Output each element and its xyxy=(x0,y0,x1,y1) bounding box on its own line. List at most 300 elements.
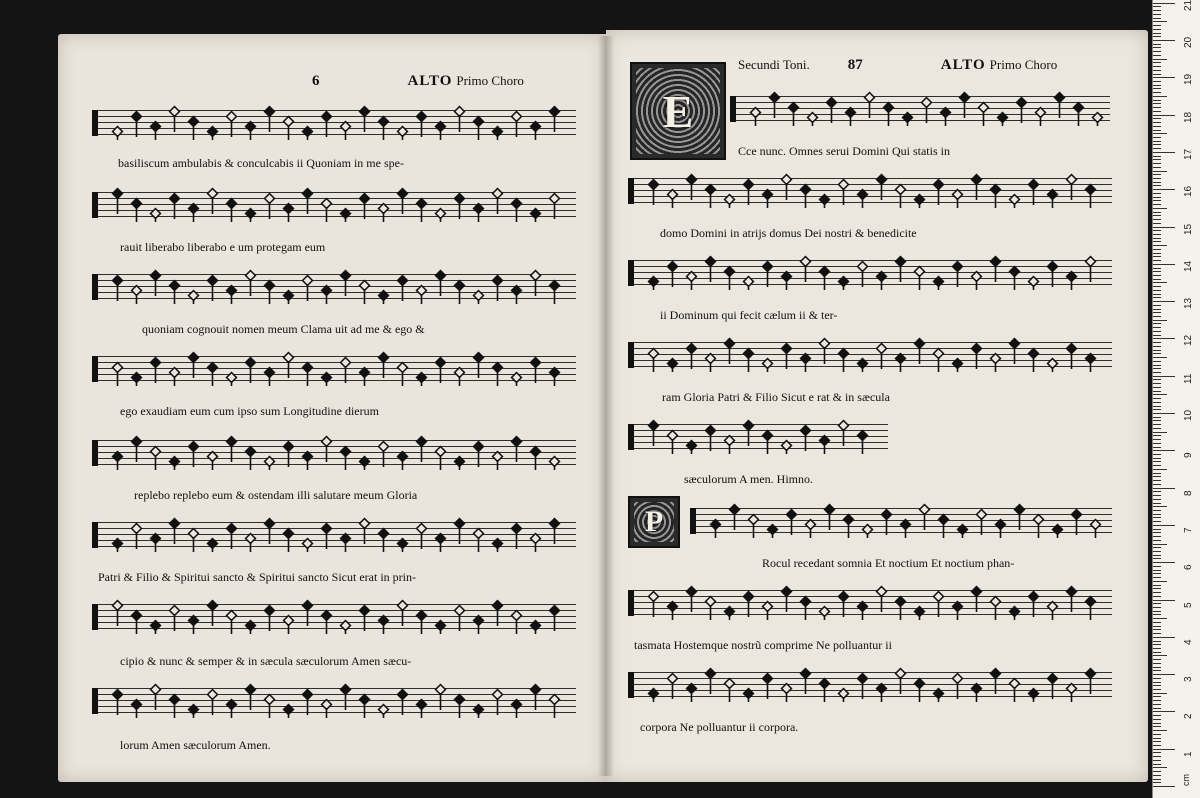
ruler-tick xyxy=(1153,227,1175,228)
note xyxy=(1015,505,1025,530)
note xyxy=(730,505,740,530)
ruler-label: 3 xyxy=(1183,676,1194,683)
ruler-tick xyxy=(1153,253,1161,254)
note xyxy=(398,276,408,301)
ruler-tick xyxy=(1153,234,1161,235)
note-group xyxy=(628,332,1112,372)
ruler-tick xyxy=(1153,152,1175,153)
ruler-tick xyxy=(1153,335,1161,336)
note xyxy=(787,510,797,535)
note xyxy=(998,113,1008,126)
note xyxy=(360,194,370,219)
note xyxy=(1017,98,1027,123)
note xyxy=(1010,679,1020,702)
note xyxy=(668,359,678,372)
ruler-tick xyxy=(1153,357,1167,358)
ruler-tick xyxy=(1153,197,1161,198)
ruler-tick xyxy=(1153,51,1161,52)
ruler-tick xyxy=(1153,417,1161,418)
note xyxy=(246,685,256,710)
note xyxy=(379,616,389,634)
note xyxy=(360,519,370,544)
note xyxy=(322,286,332,304)
ruler-label: 13 xyxy=(1183,297,1194,310)
note xyxy=(1067,344,1077,369)
ruler-tick xyxy=(1153,603,1161,604)
note xyxy=(455,368,465,386)
note xyxy=(227,112,237,137)
note xyxy=(882,510,892,535)
note xyxy=(801,185,811,208)
note xyxy=(972,684,982,702)
note xyxy=(782,441,792,454)
ruler-tick xyxy=(1153,458,1161,459)
note xyxy=(706,354,716,372)
ruler-tick xyxy=(1153,309,1161,310)
note xyxy=(1010,195,1020,208)
note xyxy=(151,209,161,222)
ruler-tick xyxy=(1153,480,1161,481)
ruler-tick xyxy=(1153,566,1161,567)
note xyxy=(668,602,678,620)
ruler-tick xyxy=(1153,547,1161,548)
note xyxy=(417,199,427,222)
note xyxy=(550,457,560,470)
ruler-tick xyxy=(1153,435,1161,436)
note xyxy=(744,421,754,446)
ruler-label: 4 xyxy=(1183,639,1194,645)
ruler-label: 7 xyxy=(1183,527,1194,533)
right-header-choir: Primo Choro xyxy=(989,57,1058,72)
note xyxy=(284,291,294,304)
note xyxy=(649,592,659,617)
note xyxy=(1029,180,1039,205)
ruler-tick xyxy=(1153,167,1161,168)
ruler-tick xyxy=(1153,115,1175,116)
ruler-tick xyxy=(1153,372,1161,373)
ruler-tick xyxy=(1153,394,1167,395)
note xyxy=(711,520,721,538)
ruler-tick xyxy=(1153,81,1161,82)
ruler-tick xyxy=(1153,346,1161,347)
ruler-tick xyxy=(1153,637,1175,638)
ruler-tick xyxy=(1153,775,1161,776)
note xyxy=(915,267,925,290)
left-lyric-line: Patri & Filio & Spiritui sancto & Spiritui sancto Sicut erat in prin- xyxy=(98,570,416,584)
right-lyric-line: Cce nunc. Omnes serui Domini Qui statis in xyxy=(738,144,950,158)
note xyxy=(303,363,313,386)
note-group xyxy=(92,430,576,470)
note xyxy=(744,277,754,290)
right-header-mode: Secundi Toni. xyxy=(738,57,810,72)
note xyxy=(1053,525,1063,538)
ruler-tick xyxy=(1153,148,1161,149)
ruler-tick xyxy=(1153,644,1161,645)
ruler-tick xyxy=(1153,40,1175,41)
note xyxy=(960,93,970,118)
right-lyric-line: sæculorum A men. Himno. xyxy=(684,472,813,486)
ruler-tick xyxy=(1153,376,1175,377)
note xyxy=(763,262,773,287)
ruler-label: 10 xyxy=(1183,409,1194,421)
ruler-tick xyxy=(1153,540,1161,541)
note xyxy=(322,199,332,222)
ruler-tick xyxy=(1153,618,1167,619)
ruler-tick xyxy=(1153,447,1161,448)
note xyxy=(958,525,968,538)
ruler-tick xyxy=(1153,577,1161,578)
note xyxy=(550,368,560,386)
note xyxy=(474,705,484,718)
note xyxy=(360,695,370,718)
ruler-tick xyxy=(1153,271,1161,272)
ruler-tick xyxy=(1153,200,1161,201)
note xyxy=(189,529,199,552)
ruler-tick xyxy=(1153,33,1161,34)
ruler-tick xyxy=(1153,305,1161,306)
note xyxy=(820,267,830,290)
note xyxy=(170,606,180,631)
note xyxy=(132,611,142,634)
ruler-tick xyxy=(1153,741,1161,742)
note xyxy=(474,529,484,552)
note xyxy=(512,199,522,222)
note-group xyxy=(628,414,888,454)
ruler-label: 6 xyxy=(1183,564,1194,571)
note xyxy=(170,194,180,219)
note xyxy=(972,587,982,612)
note xyxy=(531,447,541,470)
note xyxy=(1072,510,1082,535)
ruler-tick xyxy=(1153,327,1161,328)
note xyxy=(877,175,887,200)
ruler-label: 15 xyxy=(1183,223,1194,235)
ruler-label: 2 xyxy=(1183,713,1194,720)
note xyxy=(687,587,697,612)
note xyxy=(341,534,351,552)
note xyxy=(170,695,180,718)
note xyxy=(189,204,199,222)
note xyxy=(858,190,868,208)
ruler-tick xyxy=(1153,14,1161,15)
ruler-tick xyxy=(1153,282,1167,283)
ruler-tick xyxy=(1153,730,1167,731)
ruler-tick xyxy=(1153,88,1161,89)
note xyxy=(991,669,1001,694)
ruler-tick xyxy=(1153,704,1161,705)
ruler-tick xyxy=(1153,279,1161,280)
ruler-tick xyxy=(1153,693,1167,694)
note xyxy=(991,597,1001,620)
ruler-tick xyxy=(1153,450,1175,451)
ruler-tick xyxy=(1153,174,1161,175)
ruler-tick xyxy=(1153,696,1161,697)
note xyxy=(455,519,465,544)
note xyxy=(1048,262,1058,287)
ruler-tick xyxy=(1153,141,1161,142)
note xyxy=(246,209,256,222)
note xyxy=(706,597,716,620)
note xyxy=(189,291,199,304)
note xyxy=(839,421,849,446)
ruler-tick xyxy=(1153,193,1161,194)
ruler-label: 19 xyxy=(1183,74,1194,86)
note xyxy=(455,457,465,470)
note xyxy=(246,534,256,552)
note xyxy=(341,685,351,710)
ruler-tick xyxy=(1153,663,1161,664)
ruler-tick xyxy=(1153,476,1161,477)
ruler-tick xyxy=(1153,499,1161,500)
initial-letter: P xyxy=(644,505,664,538)
ruler-tick xyxy=(1153,495,1161,496)
ruler-tick xyxy=(1153,249,1161,250)
note xyxy=(113,127,123,140)
ruler-tick xyxy=(1153,398,1161,399)
ruler-tick xyxy=(1153,6,1161,7)
note xyxy=(322,611,332,634)
ruler-tick xyxy=(1153,756,1161,757)
note xyxy=(284,705,294,718)
ruler-label: 14 xyxy=(1183,260,1194,272)
note xyxy=(749,515,759,538)
note xyxy=(341,271,351,296)
ruler-tick xyxy=(1153,525,1175,526)
note xyxy=(706,257,716,282)
note-group xyxy=(628,662,1112,702)
note xyxy=(820,607,830,620)
note xyxy=(474,442,484,467)
note xyxy=(113,601,123,626)
ruler-label: 11 xyxy=(1183,373,1194,384)
ruler-tick xyxy=(1153,156,1161,157)
note xyxy=(227,437,237,462)
ruler-tick xyxy=(1153,182,1161,183)
note xyxy=(858,674,868,699)
note xyxy=(322,700,332,718)
ruler-tick xyxy=(1153,536,1161,537)
note xyxy=(687,175,697,200)
ruler-tick xyxy=(1153,428,1161,429)
ruler-tick xyxy=(1153,44,1161,45)
note xyxy=(265,457,275,470)
note xyxy=(493,690,503,715)
left-lyric-line: cipio & nunc & semper & in sæcula sæculorum Amen sæcu- xyxy=(120,654,412,668)
note xyxy=(820,436,830,454)
left-page-header xyxy=(312,72,524,90)
ruler-label: 1 xyxy=(1183,751,1194,757)
note xyxy=(903,113,913,126)
note-group xyxy=(92,264,576,304)
note xyxy=(436,358,446,383)
ruler-tick xyxy=(1153,708,1161,709)
note xyxy=(901,520,911,538)
note xyxy=(996,520,1006,538)
note xyxy=(303,601,313,626)
note xyxy=(436,685,446,710)
note xyxy=(132,373,142,386)
note xyxy=(246,122,256,140)
note xyxy=(725,195,735,208)
ruler-tick xyxy=(1153,607,1161,608)
note xyxy=(1086,597,1096,620)
ruler-tick xyxy=(1153,674,1175,675)
note xyxy=(303,127,313,140)
ruler-tick xyxy=(1153,103,1161,104)
ruler-tick xyxy=(1153,171,1167,172)
note xyxy=(132,437,142,462)
measurement-ruler xyxy=(1152,0,1200,798)
ruler-tick xyxy=(1153,241,1161,242)
note xyxy=(953,190,963,208)
ruler-tick xyxy=(1153,629,1161,630)
ruler-tick xyxy=(1153,738,1161,739)
note xyxy=(550,281,560,304)
note xyxy=(839,180,849,205)
note xyxy=(360,107,370,132)
note xyxy=(227,611,237,634)
ruler-tick xyxy=(1153,503,1161,504)
note xyxy=(877,684,887,702)
ruler-tick xyxy=(1153,689,1161,690)
note xyxy=(820,195,830,208)
note xyxy=(915,339,925,364)
right-lyric-line: tasmata Hostemque nostrũ comprime Ne polluantur ii xyxy=(634,638,892,652)
note xyxy=(865,93,875,118)
ruler-tick xyxy=(1153,66,1161,67)
note xyxy=(896,257,906,282)
left-lyric-line: basiliscum ambulabis & conculcabis ii Quoniam in me spe- xyxy=(118,156,404,170)
note xyxy=(801,597,811,620)
ruler-tick xyxy=(1153,47,1161,48)
note xyxy=(1086,185,1096,208)
note xyxy=(1034,515,1044,538)
ruler-tick xyxy=(1153,18,1161,19)
note xyxy=(550,107,560,132)
ruler-tick xyxy=(1153,592,1161,593)
ruler-tick xyxy=(1153,387,1161,388)
note xyxy=(751,108,761,126)
ruler-tick xyxy=(1153,532,1161,533)
right-header-part: ALTO xyxy=(940,57,986,73)
ruler-tick xyxy=(1153,786,1175,787)
ruler-tick xyxy=(1153,391,1161,392)
ruler-tick xyxy=(1153,596,1161,597)
note xyxy=(1091,520,1101,538)
note xyxy=(417,524,427,549)
ruler-tick xyxy=(1153,432,1167,433)
decorated-initial-e xyxy=(630,62,726,160)
ruler-tick xyxy=(1153,723,1161,724)
note xyxy=(687,684,697,702)
note xyxy=(303,189,313,214)
ruler-tick xyxy=(1153,461,1161,462)
ruler-label: 21 xyxy=(1183,0,1194,11)
ruler-tick xyxy=(1153,96,1167,97)
note xyxy=(284,353,294,378)
note xyxy=(531,209,541,222)
note xyxy=(132,524,142,549)
left-lyric-line: quoniam cognouit nomen meum Clama uit ad me & ego & xyxy=(142,322,425,336)
note xyxy=(1048,602,1058,620)
note xyxy=(801,426,811,451)
ruler-tick xyxy=(1153,275,1161,276)
note xyxy=(151,271,161,296)
ruler-tick xyxy=(1153,484,1161,485)
note xyxy=(265,606,275,631)
ruler-tick xyxy=(1153,585,1161,586)
right-lyric-line: Rocul recedant somnia Et noctium Et noctium phan- xyxy=(762,556,1015,570)
note xyxy=(896,185,906,208)
ruler-tick xyxy=(1153,648,1161,649)
note xyxy=(132,286,142,304)
ruler-tick xyxy=(1153,77,1175,78)
note xyxy=(493,189,503,214)
ruler-tick xyxy=(1153,655,1167,656)
note xyxy=(493,363,503,386)
note xyxy=(877,272,887,290)
ruler-tick xyxy=(1153,320,1167,321)
note xyxy=(953,602,963,620)
left-header-part: ALTO xyxy=(407,73,453,89)
note xyxy=(801,257,811,282)
ruler-tick xyxy=(1153,682,1161,683)
note xyxy=(531,122,541,140)
ruler-tick xyxy=(1153,439,1161,440)
ruler-tick xyxy=(1153,178,1161,179)
ruler-tick xyxy=(1153,424,1161,425)
ruler-tick xyxy=(1153,368,1161,369)
ruler-tick xyxy=(1153,402,1161,403)
note xyxy=(379,442,389,467)
ruler-tick xyxy=(1153,749,1175,750)
note xyxy=(417,611,427,634)
note xyxy=(1086,257,1096,282)
note xyxy=(687,272,697,290)
note xyxy=(474,616,484,634)
note xyxy=(1086,669,1096,694)
ruler-tick xyxy=(1153,137,1161,138)
note xyxy=(151,447,161,470)
note xyxy=(284,117,294,140)
note xyxy=(265,281,275,304)
ruler-label: 5 xyxy=(1183,601,1194,608)
note xyxy=(227,524,237,549)
note xyxy=(303,276,313,301)
ruler-tick xyxy=(1153,74,1161,75)
note xyxy=(1048,359,1058,372)
note xyxy=(1010,267,1020,290)
note xyxy=(1010,607,1020,620)
ruler-tick xyxy=(1153,465,1161,466)
note xyxy=(763,359,773,372)
right-lyric-line: ram Gloria Patri & Filio Sicut e rat & in sæcula xyxy=(662,390,890,404)
note xyxy=(1029,592,1039,617)
ruler-tick xyxy=(1153,764,1161,765)
note xyxy=(531,685,541,710)
ruler-tick xyxy=(1153,726,1161,727)
ruler-tick xyxy=(1153,212,1161,213)
ruler-tick xyxy=(1153,544,1167,545)
note xyxy=(208,539,218,552)
note xyxy=(706,669,716,694)
note xyxy=(1093,113,1103,126)
note xyxy=(170,457,180,470)
ruler-tick xyxy=(1153,297,1161,298)
note xyxy=(113,452,123,470)
ruler-tick xyxy=(1153,238,1161,239)
ruler-tick xyxy=(1153,331,1161,332)
